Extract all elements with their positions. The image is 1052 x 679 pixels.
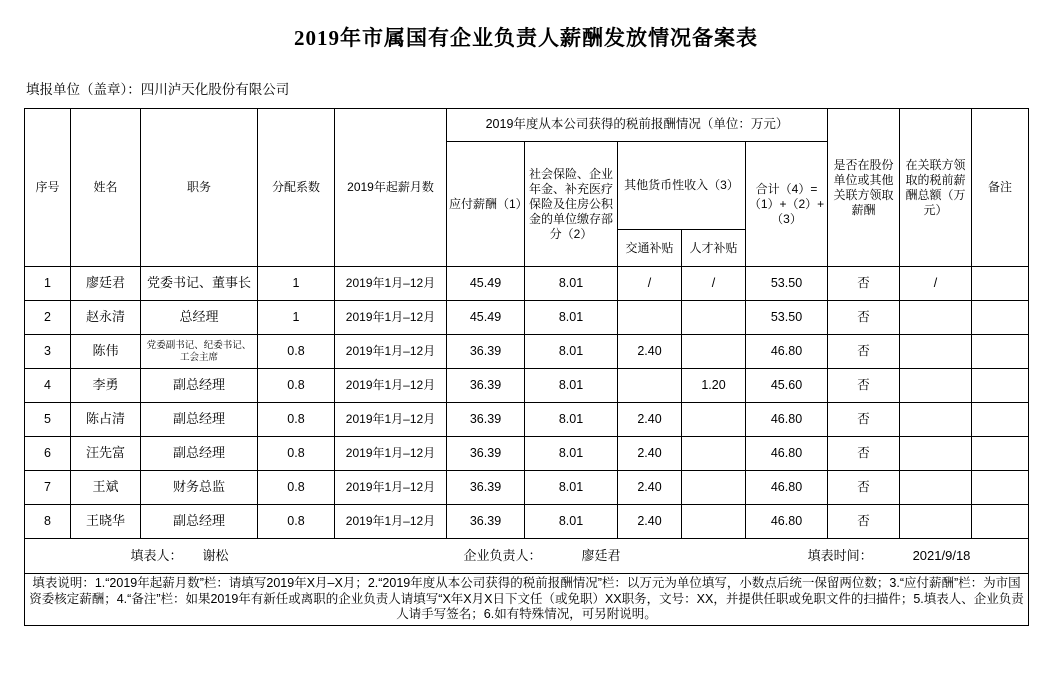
cell-coefficient: 1 [258, 301, 335, 335]
cell-payable: 36.39 [447, 335, 525, 369]
cell-remark [972, 505, 1029, 539]
cell-insurance: 8.01 [525, 301, 618, 335]
cell-months: 2019年1月–12月 [335, 267, 447, 301]
cell-talent-allowance [682, 403, 746, 437]
cell-shareholding: 否 [828, 301, 900, 335]
cell-shareholding: 否 [828, 369, 900, 403]
cell-shareholding: 否 [828, 335, 900, 369]
reporting-unit-line: 填报单位（盖章）：四川泸天化股份有限公司 [26, 82, 290, 97]
cell-name: 王晓华 [71, 505, 141, 539]
cell-post: 副总经理 [141, 505, 258, 539]
cell-talent-allowance: 1.20 [682, 369, 746, 403]
header-row-1 [25, 109, 1029, 142]
cell-months: 2019年1月–12月 [335, 437, 447, 471]
cell-talent-allowance: / [682, 267, 746, 301]
cell-shareholding: 否 [828, 267, 900, 301]
col-header-insurance: 社会保险、企业年金、补充医疗保险及住房公积金的单位缴存部分（2） [525, 142, 618, 267]
col-header-coefficient: 分配系数 [258, 109, 335, 267]
cell-name: 陈伟 [71, 335, 141, 369]
cell-related-party-total [900, 471, 972, 505]
cell-seq: 6 [25, 437, 71, 471]
cell-remark [972, 335, 1029, 369]
cell-payable: 45.49 [447, 301, 525, 335]
col-header-post: 职务 [141, 109, 258, 267]
cell-post: 副总经理 [141, 403, 258, 437]
table-row [25, 301, 1029, 335]
footer-note-row [25, 574, 1029, 626]
cell-transport-allowance [618, 369, 682, 403]
cell-transport-allowance: 2.40 [618, 335, 682, 369]
table-row [25, 505, 1029, 539]
cell-coefficient: 0.8 [258, 403, 335, 437]
cell-months: 2019年1月–12月 [335, 505, 447, 539]
cell-total: 46.80 [746, 403, 828, 437]
footer-signature-row [25, 539, 1029, 574]
cell-payable: 36.39 [447, 403, 525, 437]
cell-total: 46.80 [746, 335, 828, 369]
cell-shareholding: 否 [828, 505, 900, 539]
col-header-seq: 序号 [25, 109, 71, 267]
cell-seq: 4 [25, 369, 71, 403]
cell-coefficient: 0.8 [258, 369, 335, 403]
cell-transport-allowance: 2.40 [618, 471, 682, 505]
cell-seq: 7 [25, 471, 71, 505]
col-header-total: 合计（4）=（1）+（2）+（3） [746, 142, 828, 267]
cell-name: 陈占清 [71, 403, 141, 437]
cell-shareholding: 否 [828, 437, 900, 471]
col-header-transport-allowance: 交通补贴 [618, 230, 682, 267]
table-row [25, 471, 1029, 505]
cell-related-party-total [900, 369, 972, 403]
cell-transport-allowance: / [618, 267, 682, 301]
cell-post: 副总经理 [141, 369, 258, 403]
table-row [25, 267, 1029, 301]
filler-label: 填表人： [130, 547, 183, 563]
date-label: 填表时间： [807, 547, 873, 563]
col-header-months: 2019年起薪月数 [335, 109, 447, 267]
cell-talent-allowance [682, 437, 746, 471]
cell-talent-allowance [682, 301, 746, 335]
cell-insurance: 8.01 [525, 505, 618, 539]
cell-related-party-total: / [900, 267, 972, 301]
cell-remark [972, 267, 1029, 301]
cell-seq: 3 [25, 335, 71, 369]
cell-seq: 2 [25, 301, 71, 335]
cell-total: 53.50 [746, 301, 828, 335]
page-title: 2019年市属国有企业负责人薪酬发放情况备案表 [294, 26, 758, 50]
cell-post: 党委书记、董事长 [141, 267, 258, 301]
cell-seq: 5 [25, 403, 71, 437]
cell-remark [972, 471, 1029, 505]
cell-insurance: 8.01 [525, 369, 618, 403]
cell-post: 财务总监 [141, 471, 258, 505]
cell-total: 45.60 [746, 369, 828, 403]
cell-name: 李勇 [71, 369, 141, 403]
cell-payable: 36.39 [447, 471, 525, 505]
col-header-name: 姓名 [71, 109, 141, 267]
cell-coefficient: 0.8 [258, 437, 335, 471]
cell-shareholding: 否 [828, 403, 900, 437]
cell-post: 党委副书记、纪委书记、工会主席 [141, 335, 258, 369]
leader-label: 企业负责人： [463, 547, 542, 563]
filler-value: 谢松 [202, 547, 229, 563]
cell-total: 46.80 [746, 505, 828, 539]
cell-total: 46.80 [746, 471, 828, 505]
cell-post: 总经理 [141, 301, 258, 335]
table-row [25, 335, 1029, 369]
cell-talent-allowance [682, 471, 746, 505]
cell-payable: 36.39 [447, 505, 525, 539]
col-header-talent-allowance: 人才补贴 [682, 230, 746, 267]
col-header-payable: 应付薪酬（1） [447, 142, 525, 267]
cell-related-party-total [900, 301, 972, 335]
cell-seq: 8 [25, 505, 71, 539]
cell-months: 2019年1月–12月 [335, 471, 447, 505]
cell-insurance: 8.01 [525, 403, 618, 437]
cell-related-party-total [900, 403, 972, 437]
footer-signature-cell [25, 539, 1029, 574]
document-page [0, 22, 1052, 679]
cell-seq: 1 [25, 267, 71, 301]
cell-name: 汪先富 [71, 437, 141, 471]
cell-name: 王斌 [71, 471, 141, 505]
cell-remark [972, 301, 1029, 335]
cell-total: 46.80 [746, 437, 828, 471]
cell-insurance: 8.01 [525, 335, 618, 369]
cell-transport-allowance [618, 301, 682, 335]
date-value: 2021/9/18 [912, 547, 971, 563]
col-header-other-benefits: 其他货币性收入（3） [618, 142, 746, 230]
col-header-group-pretax: 2019年度从本公司获得的税前报酬情况（单位：万元） [447, 109, 828, 142]
cell-shareholding: 否 [828, 471, 900, 505]
col-header-related-party-total: 在关联方领取的税前薪酬总额（万元） [900, 109, 972, 267]
cell-name: 赵永清 [71, 301, 141, 335]
cell-transport-allowance: 2.40 [618, 437, 682, 471]
cell-coefficient: 0.8 [258, 505, 335, 539]
cell-related-party-total [900, 505, 972, 539]
table-row [25, 437, 1029, 471]
cell-coefficient: 0.8 [258, 471, 335, 505]
cell-remark [972, 403, 1029, 437]
cell-months: 2019年1月–12月 [335, 403, 447, 437]
cell-total: 53.50 [746, 267, 828, 301]
col-header-shareholding: 是否在股份单位或其他关联方领取薪酬 [828, 109, 900, 267]
table-body [25, 267, 1029, 539]
cell-coefficient: 1 [258, 267, 335, 301]
table-note: 填表说明：1.“2019年起薪月数”栏：请填写2019年X月–X月；2.“2019年度从本公司获得的税前报酬情况”栏：以万元为单位填写，小数点后统一保留两位数；3.“应付薪酬”栏：为市国资委核定薪酬；4.“备注”栏：如果2019年有新任或离职的企业负责人请填写“X年X月X日下文任（或免职）XX职务，文号：XX，并提供任职或免职文件的扫描件；5.填表人、企业负责人请手写签名；6.如有特殊情况，可另附说明。 [25, 574, 1029, 626]
cell-name: 廖廷君 [71, 267, 141, 301]
table-row [25, 403, 1029, 437]
cell-related-party-total [900, 335, 972, 369]
cell-insurance: 8.01 [525, 267, 618, 301]
cell-transport-allowance: 2.40 [618, 505, 682, 539]
cell-payable: 36.39 [447, 437, 525, 471]
cell-transport-allowance: 2.40 [618, 403, 682, 437]
cell-months: 2019年1月–12月 [335, 369, 447, 403]
cell-insurance: 8.01 [525, 471, 618, 505]
cell-insurance: 8.01 [525, 437, 618, 471]
cell-months: 2019年1月–12月 [335, 335, 447, 369]
salary-table [24, 108, 1029, 626]
cell-talent-allowance [682, 335, 746, 369]
cell-payable: 45.49 [447, 267, 525, 301]
cell-talent-allowance [682, 505, 746, 539]
col-header-remark: 备注 [972, 109, 1029, 267]
cell-payable: 36.39 [447, 369, 525, 403]
leader-value: 廖廷君 [581, 547, 621, 563]
cell-remark [972, 437, 1029, 471]
cell-months: 2019年1月–12月 [335, 301, 447, 335]
table-row [25, 369, 1029, 403]
cell-post: 副总经理 [141, 437, 258, 471]
cell-coefficient: 0.8 [258, 335, 335, 369]
cell-remark [972, 369, 1029, 403]
cell-related-party-total [900, 437, 972, 471]
